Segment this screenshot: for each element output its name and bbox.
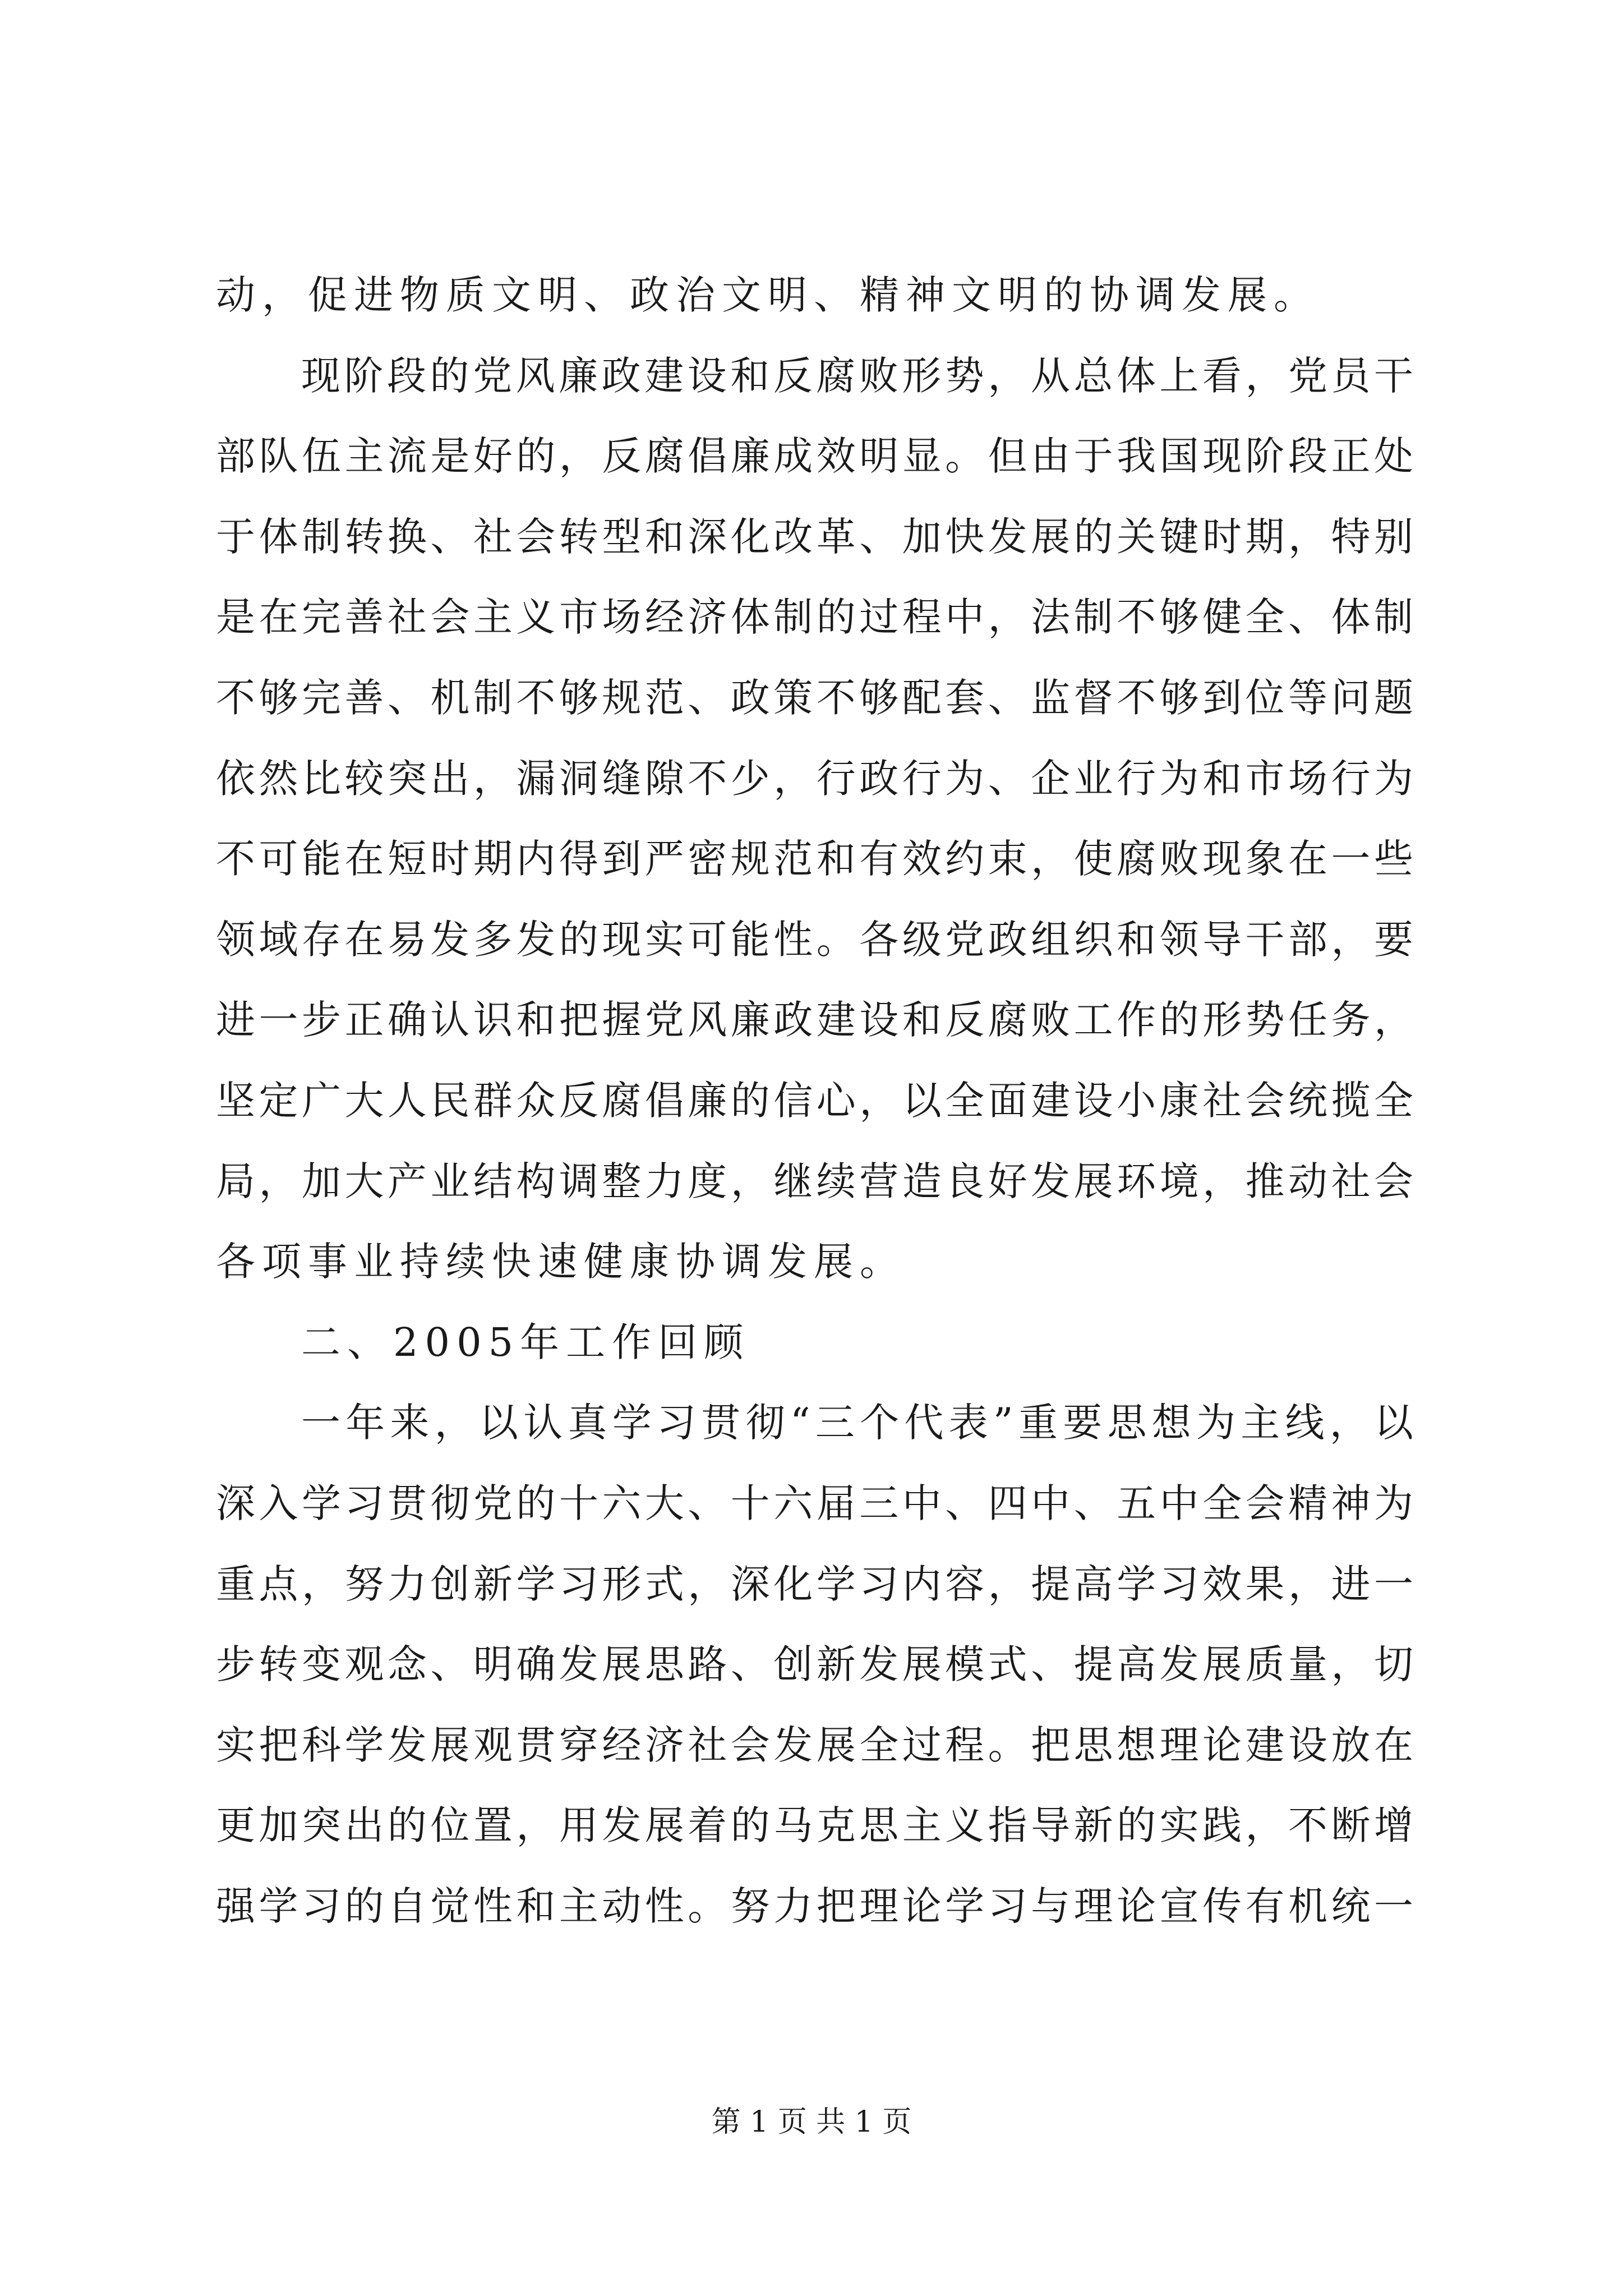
text-line: 依然比较突出，漏洞缝隙不少，行政行为、企业行为和市场行为	[216, 755, 1413, 802]
text-line: 更加突出的位置，用发展着的马克思主义指导新的实践，不断增	[216, 1802, 1413, 1849]
text-line: 各项事业持续快速健康协调发展。	[216, 1239, 906, 1285]
text-line: 部队伍主流是好的，反腐倡廉成效明显。但由于我国现阶段正处	[216, 433, 1413, 480]
text-line: 现阶段的党风廉政建设和反腐败形势，从总体上看，党员干	[301, 352, 1413, 399]
text-line: 局，加大产业结构调整力度，继续营造良好发展环境，推动社会	[216, 1158, 1413, 1204]
section-heading: 二、2005年工作回顾	[301, 1319, 750, 1365]
page-footer: 第 1 页 共 1 页	[711, 2105, 912, 2139]
text-line: 坚定广大人民群众反腐倡廉的信心，以全面建设小康社会统揽全	[216, 1077, 1413, 1124]
text-line: 不够完善、机制不够规范、政策不够配套、监督不够到位等问题	[216, 674, 1413, 721]
text-line: 是在完善社会主义市场经济体制的过程中，法制不够健全、体制	[216, 594, 1413, 641]
text-line: 一年来，以认真学习贯彻“三个代表”重要思想为主线，以	[301, 1400, 1413, 1446]
text-line: 深入学习贯彻党的十六大、十六届三中、四中、五中全会精神为	[216, 1480, 1413, 1526]
text-line: 动，促进物质文明、政治文明、精神文明的协调发展。	[216, 272, 1320, 318]
document-body	[216, 255, 1413, 1947]
text-line: 步转变观念、明确发展思路、创新发展模式、提高发展质量，切	[216, 1641, 1413, 1688]
text-line: 实把科学发展观贯穿经济社会发展全过程。把思想理论建设放在	[216, 1722, 1413, 1768]
text-line: 进一步正确认识和把握党风廉政建设和反腐败工作的形势任务，	[216, 997, 1413, 1043]
text-line: 重点，努力创新学习形式，深化学习内容，提高学习效果，进一	[216, 1561, 1413, 1607]
text-line: 于体制转换、社会转型和深化改革、加快发展的关键时期，特别	[216, 513, 1413, 560]
text-line: 强学习的自觉性和主动性。努力把理论学习与理论宣传有机统一	[216, 1883, 1413, 1929]
text-line: 领域存在易发多发的现实可能性。各级党政组织和领导干部，要	[216, 916, 1413, 963]
text-line: 不可能在短时期内得到严密规范和有效约束，使腐败现象在一些	[216, 836, 1413, 882]
